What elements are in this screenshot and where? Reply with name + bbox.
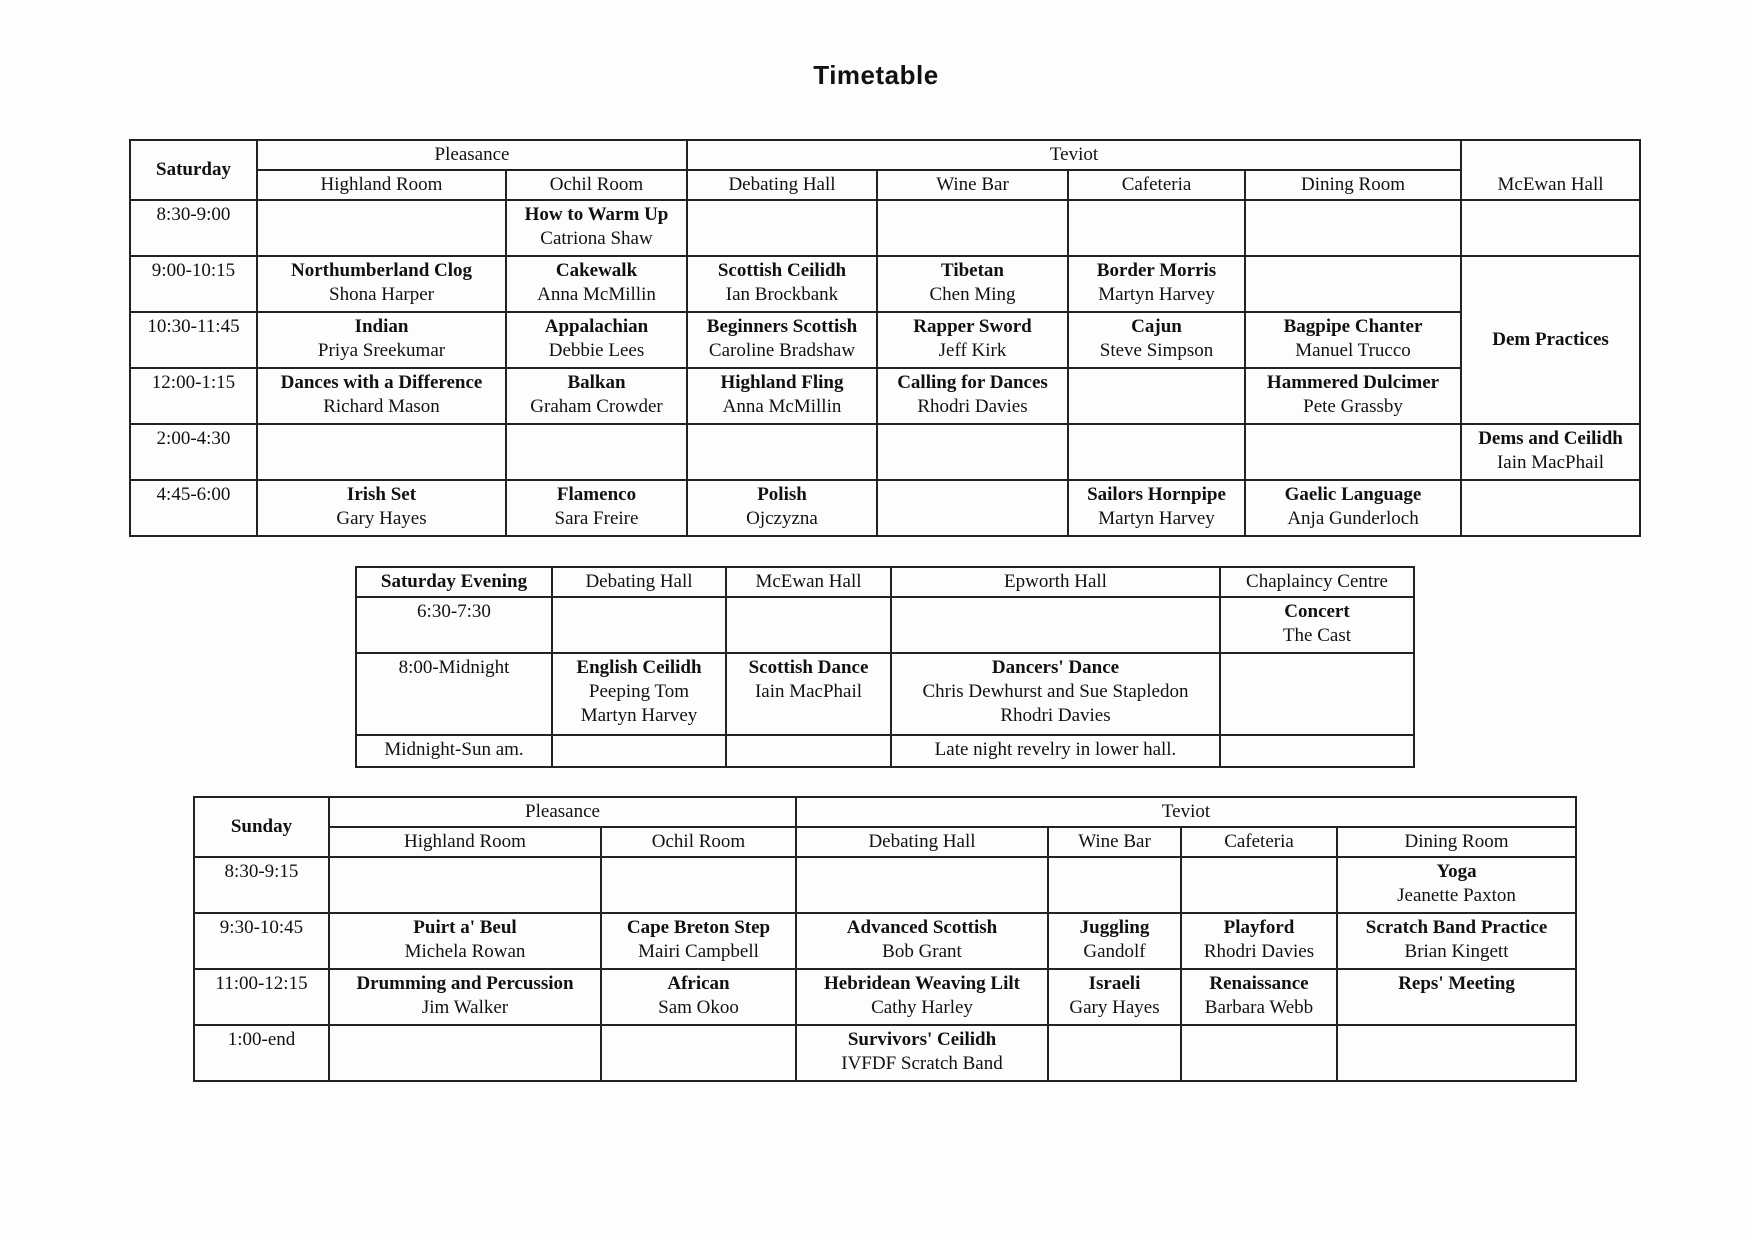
table-row: [130, 480, 1640, 536]
event-name: Gaelic Language: [1284, 484, 1422, 505]
event-name: Israeli: [1088, 973, 1141, 994]
event-name: Calling for Dances: [897, 372, 1048, 393]
session-cell: [796, 969, 1048, 1025]
venue-pleasance: Pleasance: [329, 797, 796, 827]
event-leader: Richard Mason: [323, 396, 440, 417]
event-name: Hammered Dulcimer: [1266, 372, 1440, 393]
session-cell: [1337, 913, 1576, 969]
event-leader: Graham Crowder: [530, 396, 663, 417]
event-name: Scratch Band Practice: [1365, 917, 1548, 938]
event-name: Hebridean Weaving Lilt: [823, 973, 1020, 994]
session-cell: [1068, 424, 1245, 480]
event-leader: Iain MacPhail: [754, 681, 863, 702]
event-name: Dem Practices: [1492, 329, 1609, 350]
event-name: Survivors' Ceilidh: [847, 1029, 997, 1050]
session-cell: [877, 200, 1068, 256]
table-row: [130, 200, 1640, 256]
session-cell: [1461, 424, 1640, 480]
room-mcewan: McEwan Hall: [726, 567, 891, 597]
mcewan-span-cell: [1461, 256, 1640, 424]
session-cell: [257, 480, 506, 536]
event-leader: Anja Gunderloch: [1287, 508, 1419, 529]
event-name: Bagpipe Chanter: [1283, 316, 1423, 337]
session-cell: [1048, 913, 1181, 969]
session-cell: [1245, 368, 1461, 424]
session-cell: [1245, 312, 1461, 368]
session-cell: [1048, 857, 1181, 913]
page-title: Timetable: [813, 60, 939, 90]
time-slot: 4:45-6:00: [130, 480, 257, 536]
time-slot: 6:30-7:30: [356, 597, 552, 653]
day-header: Saturday Evening: [356, 567, 552, 597]
session-cell: [1181, 1025, 1337, 1081]
event-leader: Catriona Shaw: [540, 228, 653, 249]
day-header: Sunday: [194, 797, 329, 857]
session-cell: [891, 653, 1220, 735]
event-leader: Ojczyzna: [746, 508, 818, 529]
event-name: Dems and Ceilidh: [1478, 428, 1623, 449]
room-dining: Dining Room: [1245, 170, 1461, 200]
time-slot: 9:00-10:15: [130, 256, 257, 312]
event-leader: Sam Okoo: [658, 997, 739, 1018]
event-name: Reps' Meeting: [1398, 973, 1515, 994]
event-leader: Bob Grant: [882, 941, 962, 962]
session-cell: [601, 857, 796, 913]
session-cell: [726, 597, 891, 653]
time-slot: 1:00-end: [194, 1025, 329, 1081]
table-row: [356, 597, 1414, 653]
venue-teviot: Teviot: [796, 797, 1576, 827]
event-name: Cape Breton Step: [626, 917, 771, 938]
event-name: Scottish Dance: [748, 657, 869, 678]
event-name: Indian: [354, 316, 409, 337]
session-cell: [1220, 653, 1414, 735]
event-leader: Anna McMillin: [722, 396, 842, 417]
session-cell: [687, 256, 877, 312]
venue-pleasance: Pleasance: [257, 140, 687, 170]
event-name: Cakewalk: [555, 260, 638, 281]
event-name: Rapper Sword: [913, 316, 1032, 337]
event-name: Scottish Ceilidh: [717, 260, 847, 281]
session-cell: [506, 256, 687, 312]
session-cell: [1337, 1025, 1576, 1081]
table-row: [194, 913, 1576, 969]
event-leader: Pete Grassby: [1303, 396, 1403, 417]
event-leader: Jim Walker: [421, 997, 509, 1018]
session-cell: [1337, 969, 1576, 1025]
event-name: Concert: [1284, 601, 1350, 622]
session-cell: [506, 424, 687, 480]
session-cell: [552, 653, 726, 735]
event-leader: Rhodri Davies: [917, 396, 1028, 417]
event-leader: Shona Harper: [329, 284, 434, 305]
session-cell: [1068, 368, 1245, 424]
event-name: Drumming and Percussion: [356, 973, 574, 994]
event-leader: Peeping Tom: [588, 681, 690, 702]
room-highland: Highland Room: [257, 170, 506, 200]
event-leader: Anna McMillin: [537, 284, 656, 305]
session-cell: [329, 969, 601, 1025]
event-leader: IVFDF Scratch Band: [841, 1053, 1003, 1074]
event-leader: Manuel Trucco: [1295, 340, 1411, 361]
room-cafeteria: Cafeteria: [1068, 170, 1245, 200]
room-chaplaincy: Chaplaincy Centre: [1220, 567, 1414, 597]
session-cell: [1068, 200, 1245, 256]
session-cell: [1245, 424, 1461, 480]
saturday-evening-timetable: [355, 566, 1415, 768]
room-epworth: Epworth Hall: [891, 567, 1220, 597]
table-row: [194, 1025, 1576, 1081]
session-cell: [877, 312, 1068, 368]
event-name: How to Warm Up: [524, 204, 669, 225]
room-mcewan: McEwan Hall: [1461, 170, 1640, 200]
session-cell: [552, 735, 726, 767]
table-row: [194, 857, 1576, 913]
event-leader: Gandolf: [1083, 941, 1146, 962]
event-name: Northumberland Clog: [290, 260, 473, 281]
session-cell: [1337, 857, 1576, 913]
session-cell: [506, 312, 687, 368]
session-cell: [329, 1025, 601, 1081]
session-cell: [329, 913, 601, 969]
time-slot: 10:30-11:45: [130, 312, 257, 368]
session-cell: [1068, 480, 1245, 536]
session-cell: [1220, 597, 1414, 653]
event-name: Sailors Hornpipe: [1087, 484, 1226, 505]
session-cell: [877, 480, 1068, 536]
session-cell: [687, 480, 877, 536]
room-winebar: Wine Bar: [1048, 827, 1181, 857]
event-name: Yoga: [1436, 861, 1477, 882]
event-name: Renaissance: [1209, 973, 1309, 994]
event-name: Appalachian: [544, 316, 649, 337]
event-leader: Martyn Harvey: [1098, 508, 1215, 529]
session-cell: [1245, 480, 1461, 536]
table-row: [130, 424, 1640, 480]
session-cell: [796, 913, 1048, 969]
event-leader: Rhodri Davies: [1000, 705, 1111, 726]
event-leader: Gary Hayes: [1069, 997, 1160, 1018]
sunday-timetable: [193, 796, 1577, 1082]
time-slot: 8:30-9:00: [130, 200, 257, 256]
event-name: Cajun: [1131, 316, 1182, 337]
day-header: Saturday: [130, 140, 257, 200]
session-cell: [687, 424, 877, 480]
session-cell: [1245, 256, 1461, 312]
room-debating: Debating Hall: [796, 827, 1048, 857]
session-cell: [1220, 735, 1414, 767]
session-cell: [726, 653, 891, 735]
time-slot: 9:30-10:45: [194, 913, 329, 969]
room-ochil: Ochil Room: [601, 827, 796, 857]
saturday-timetable: [129, 139, 1641, 537]
session-cell: [1181, 913, 1337, 969]
event-name: Highland Fling: [720, 372, 844, 393]
event-leader: Debbie Lees: [548, 340, 645, 361]
session-cell: [1245, 200, 1461, 256]
session-cell: [601, 913, 796, 969]
session-cell: [1068, 312, 1245, 368]
event-name: Puirt a' Beul: [413, 917, 517, 938]
event-leader: Chen Ming: [929, 284, 1016, 305]
table-row: [194, 969, 1576, 1025]
event-leader: Chris Dewhurst and Sue Stapledon: [922, 681, 1189, 702]
session-cell: [1068, 256, 1245, 312]
session-cell: Late night revelry in lower hall.: [891, 735, 1220, 767]
session-cell: [257, 200, 506, 256]
session-cell: [257, 368, 506, 424]
table-row: [356, 653, 1414, 735]
event-name: Tibetan: [940, 260, 1004, 281]
event-leader: Michela Rowan: [404, 941, 526, 962]
event-name: African: [667, 973, 730, 994]
event-leader: Cathy Harley: [871, 997, 973, 1018]
event-name: Advanced Scottish: [846, 917, 998, 938]
event-leader: Jeanette Paxton: [1397, 885, 1516, 906]
session-cell: [796, 857, 1048, 913]
session-cell: [891, 597, 1220, 653]
time-slot: 2:00-4:30: [130, 424, 257, 480]
room-dining: Dining Room: [1337, 827, 1576, 857]
session-cell: [1048, 1025, 1181, 1081]
event-leader: Mairi Campbell: [638, 941, 759, 962]
table-row: [130, 312, 1640, 368]
session-cell: [257, 424, 506, 480]
event-leader: Steve Simpson: [1099, 340, 1214, 361]
session-cell: [1181, 857, 1337, 913]
time-slot: 8:00-Midnight: [356, 653, 552, 735]
venue-blank: [1461, 140, 1640, 170]
time-slot: 12:00-1:15: [130, 368, 257, 424]
session-cell: [1461, 200, 1640, 256]
session-cell: [506, 480, 687, 536]
session-cell: [877, 256, 1068, 312]
table-row: [130, 256, 1640, 312]
event-leader: Gary Hayes: [336, 508, 427, 529]
event-leader: Caroline Bradshaw: [708, 340, 856, 361]
event-name: Border Morris: [1096, 260, 1217, 281]
event-name: Beginners Scottish: [706, 316, 858, 337]
room-debating: Debating Hall: [552, 567, 726, 597]
session-cell: [506, 368, 687, 424]
time-slot: 11:00-12:15: [194, 969, 329, 1025]
event-leader: Sara Freire: [554, 508, 639, 529]
table-row: [356, 735, 1414, 767]
event-name: Polish: [757, 484, 807, 505]
session-cell: [687, 312, 877, 368]
event-leader: Martyn Harvey: [580, 705, 698, 726]
event-leader: The Cast: [1282, 625, 1352, 646]
table-row: [130, 368, 1640, 424]
session-cell: [796, 1025, 1048, 1081]
room-ochil: Ochil Room: [506, 170, 687, 200]
session-cell: [601, 969, 796, 1025]
room-winebar: Wine Bar: [877, 170, 1068, 200]
event-leader: Priya Sreekumar: [317, 340, 446, 361]
event-leader: Ian Brockbank: [725, 284, 839, 305]
time-slot: 8:30-9:15: [194, 857, 329, 913]
session-cell: [601, 1025, 796, 1081]
session-cell: [726, 735, 891, 767]
event-name: Playford: [1223, 917, 1295, 938]
event-name: English Ceilidh: [576, 657, 702, 678]
event-leader: Brian Kingett: [1404, 941, 1509, 962]
event-name: Balkan: [567, 372, 626, 393]
venue-teviot: Teviot: [687, 140, 1461, 170]
session-cell: [257, 312, 506, 368]
room-highland: Highland Room: [329, 827, 601, 857]
session-cell: [552, 597, 726, 653]
session-cell: [506, 200, 687, 256]
event-leader: Rhodri Davies: [1203, 941, 1315, 962]
event-leader: Jeff Kirk: [938, 340, 1007, 361]
session-cell: [257, 256, 506, 312]
event-name: Dancers' Dance: [991, 657, 1120, 678]
event-name: Dances with a Difference: [280, 372, 483, 393]
event-name: Irish Set: [346, 484, 417, 505]
event-name: Juggling: [1079, 917, 1150, 938]
session-cell: [1181, 969, 1337, 1025]
session-cell: [877, 368, 1068, 424]
event-leader: Iain MacPhail: [1496, 452, 1605, 473]
event-leader: Martyn Harvey: [1098, 284, 1215, 305]
room-debating: Debating Hall: [687, 170, 877, 200]
session-cell: [329, 857, 601, 913]
session-cell: [687, 368, 877, 424]
room-cafeteria: Cafeteria: [1181, 827, 1337, 857]
time-slot: Midnight-Sun am.: [356, 735, 552, 767]
session-cell: [1461, 480, 1640, 536]
session-cell: [877, 424, 1068, 480]
event-leader: Barbara Webb: [1204, 997, 1314, 1018]
session-cell: [687, 200, 877, 256]
session-cell: [1048, 969, 1181, 1025]
event-name: Flamenco: [556, 484, 637, 505]
